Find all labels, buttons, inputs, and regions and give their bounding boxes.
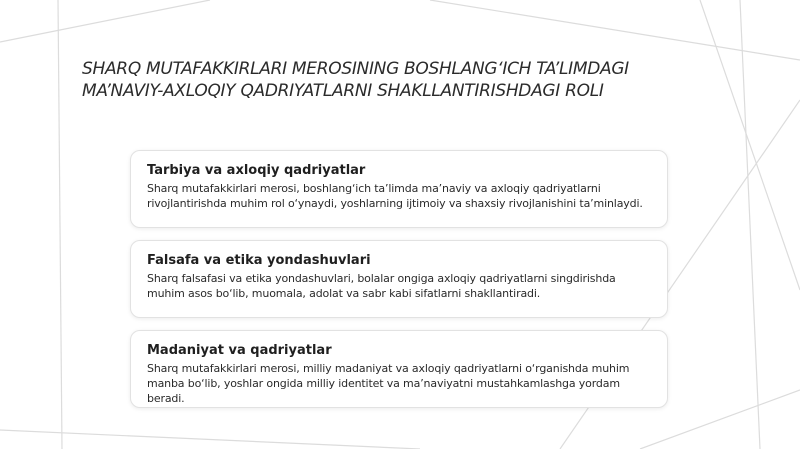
card-tarbiya [130,150,668,228]
decor-line [0,430,420,449]
decor-line [58,0,62,449]
slide-title-line-2: MA’NAVIY-AXLOQIY QADRIYATLARNI SHAKLLANTIRISHDAGI ROLI [82,81,604,101]
slide-title [82,58,722,102]
slide-title-line-1: SHARQ MUTAFAKKIRLARI MEROSINING BOSHLANG‘ICH TA’LIMDAGI [82,59,629,79]
card-madaniyat [130,330,668,408]
card-falsafa [130,240,668,318]
decor-line [430,0,800,60]
card-text: Sharq mutafakkirlari merosi, boshlang‘ich ta’limda ma’naviy va axloqiy qadriyatlarni rivojlantirishda muhim rol o‘ynaydi, yoshlarning ijtimoiy va shaxsiy rivojlanishini ta’minlaydi. [147,182,643,210]
card-text: Sharq mutafakkirlari merosi, milliy madaniyat va axloqiy qadriyatlarni o‘rganishda muhim manba bo‘lib, yoshlar ongida milliy identitet va ma’naviyatni mustahkamlashga yordam beradi. [147,362,630,405]
card-title: Madaniyat va qadriyatlar [147,343,332,358]
decor-line [0,0,210,42]
card-title: Tarbiya va axloqiy qadriyatlar [147,163,366,178]
card-text: Sharq falsafasi va etika yondashuvlari, bolalar ongiga axloqiy qadriyatlarni singdirishda muhim asos bo‘lib, muomala, adolat va sabr kabi sifatlarni shakllantiradi. [147,272,616,300]
card-title: Falsafa va etika yondashuvlari [147,253,371,268]
decor-line [740,0,760,449]
decor-line [700,0,800,290]
